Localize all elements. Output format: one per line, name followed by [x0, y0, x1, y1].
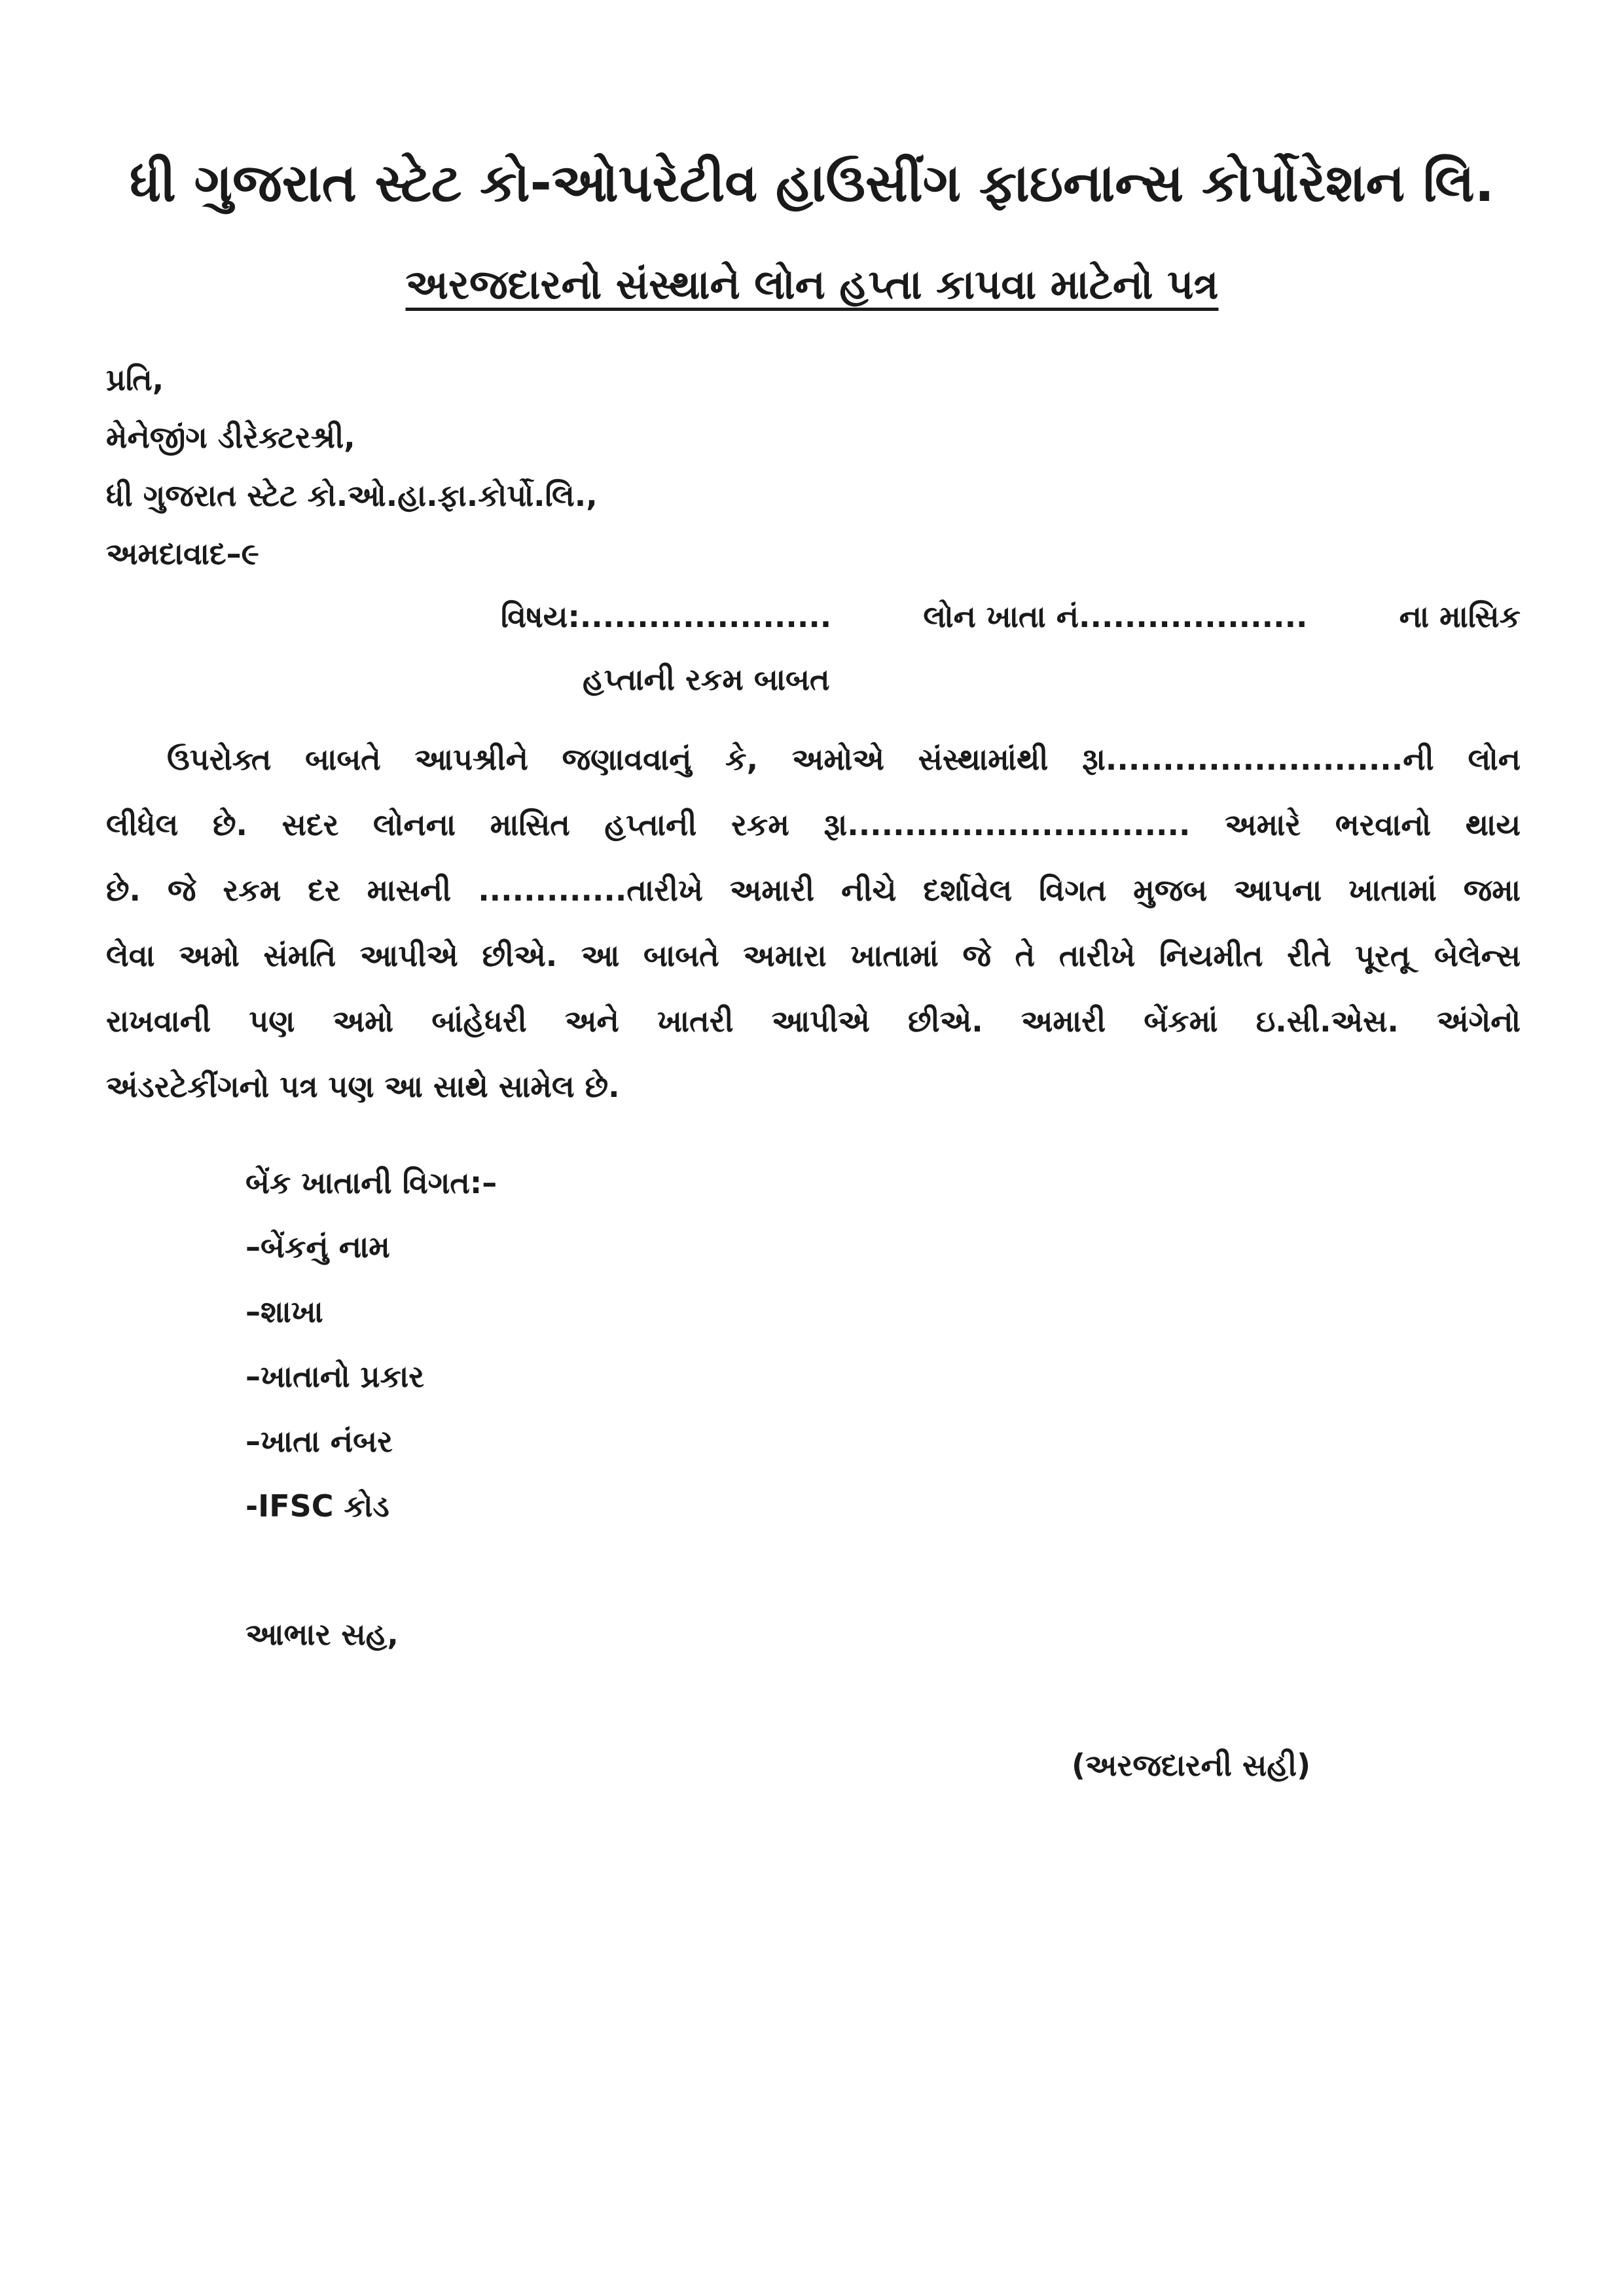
account-number-item: –ખાતા નંબર — [245, 1424, 393, 1459]
ifsc-code-item: -IFSC કોડ — [245, 1488, 389, 1524]
bank-details-heading: બેંક ખાતાની વિગત:– — [245, 1165, 497, 1200]
document-title: અરજદારનો સંસ્થાને લોન હપ્તા કાપવા માટેનો પત્ર — [405, 260, 1219, 308]
body-line: લીધેલ છે. સદર લોનના માસિત હપ્તાની રકમ રૂા.............................. અમારે ભરવાનો થાય — [106, 807, 1521, 842]
subject-label: વિષય:...................... — [501, 599, 832, 634]
body-line: ઉપરોક્ત બાબતે આપશ્રીને જણાવવાનું કે, અમોએ સંસ્થામાંથી રૂા..........................ની લોન — [167, 742, 1521, 777]
address-city: અમદાવાદ–૯ — [106, 536, 259, 571]
bank-name-item: –બેંકનું નામ — [245, 1229, 390, 1265]
body-line: લેવા અમો સંમતિ આપીએ છીએ. આ બાબતે અમારા ખાતામાં જે તે તારીખે નિયમીત રીતે પૂરતૂ બેલેન્સ — [106, 938, 1521, 973]
subject-loan-account: લોન ખાતા નં.................... — [923, 599, 1308, 634]
subject-monthly: ના માસિક — [1399, 599, 1521, 634]
subject-line-2: હપ્તાની રકમ બાબત — [583, 662, 830, 697]
body-line: રાખવાની પણ અમો બાંહેધરી અને ખાતરી આપીએ છીએ. અમારી બેંકમાં ઇ.સી.એસ. અંગેનો — [106, 1003, 1521, 1039]
applicant-signature: (અરજદારની સહી) — [1072, 1748, 1311, 1783]
address-to: પ્રતિ, — [106, 362, 164, 397]
account-type-item: –ખાતાનો પ્રકાર — [245, 1359, 425, 1394]
address-designation: મેનેજીંગ ડીરેક્ટરશ્રી, — [106, 420, 355, 455]
subject-line — [501, 596, 1521, 637]
address-organization: ધી ગુજરાત સ્ટેટ કો.ઓ.હા.ફા.કોર્પો.લિ., — [106, 478, 598, 513]
body-line: છે. જે રકમ દર માસની .............તારીખે અમારી નીચે દર્શાવેલ વિગત મુજબ આપના ખાતામાં જમા — [106, 872, 1521, 908]
organization-title: ધી ગુજરાત સ્ટેટ કો-ઓપરેટીવ હાઉસીંગ ફાઇનાન્સ કોર્પોરેશન લિ. — [129, 152, 1495, 213]
branch-item: –શાખા — [245, 1294, 323, 1329]
body-line: અંડરટેકીંગનો પત્ર પણ આ સાથે સામેલ છે. — [106, 1069, 620, 1104]
closing-thanks: આભાર સહ, — [245, 1617, 399, 1652]
